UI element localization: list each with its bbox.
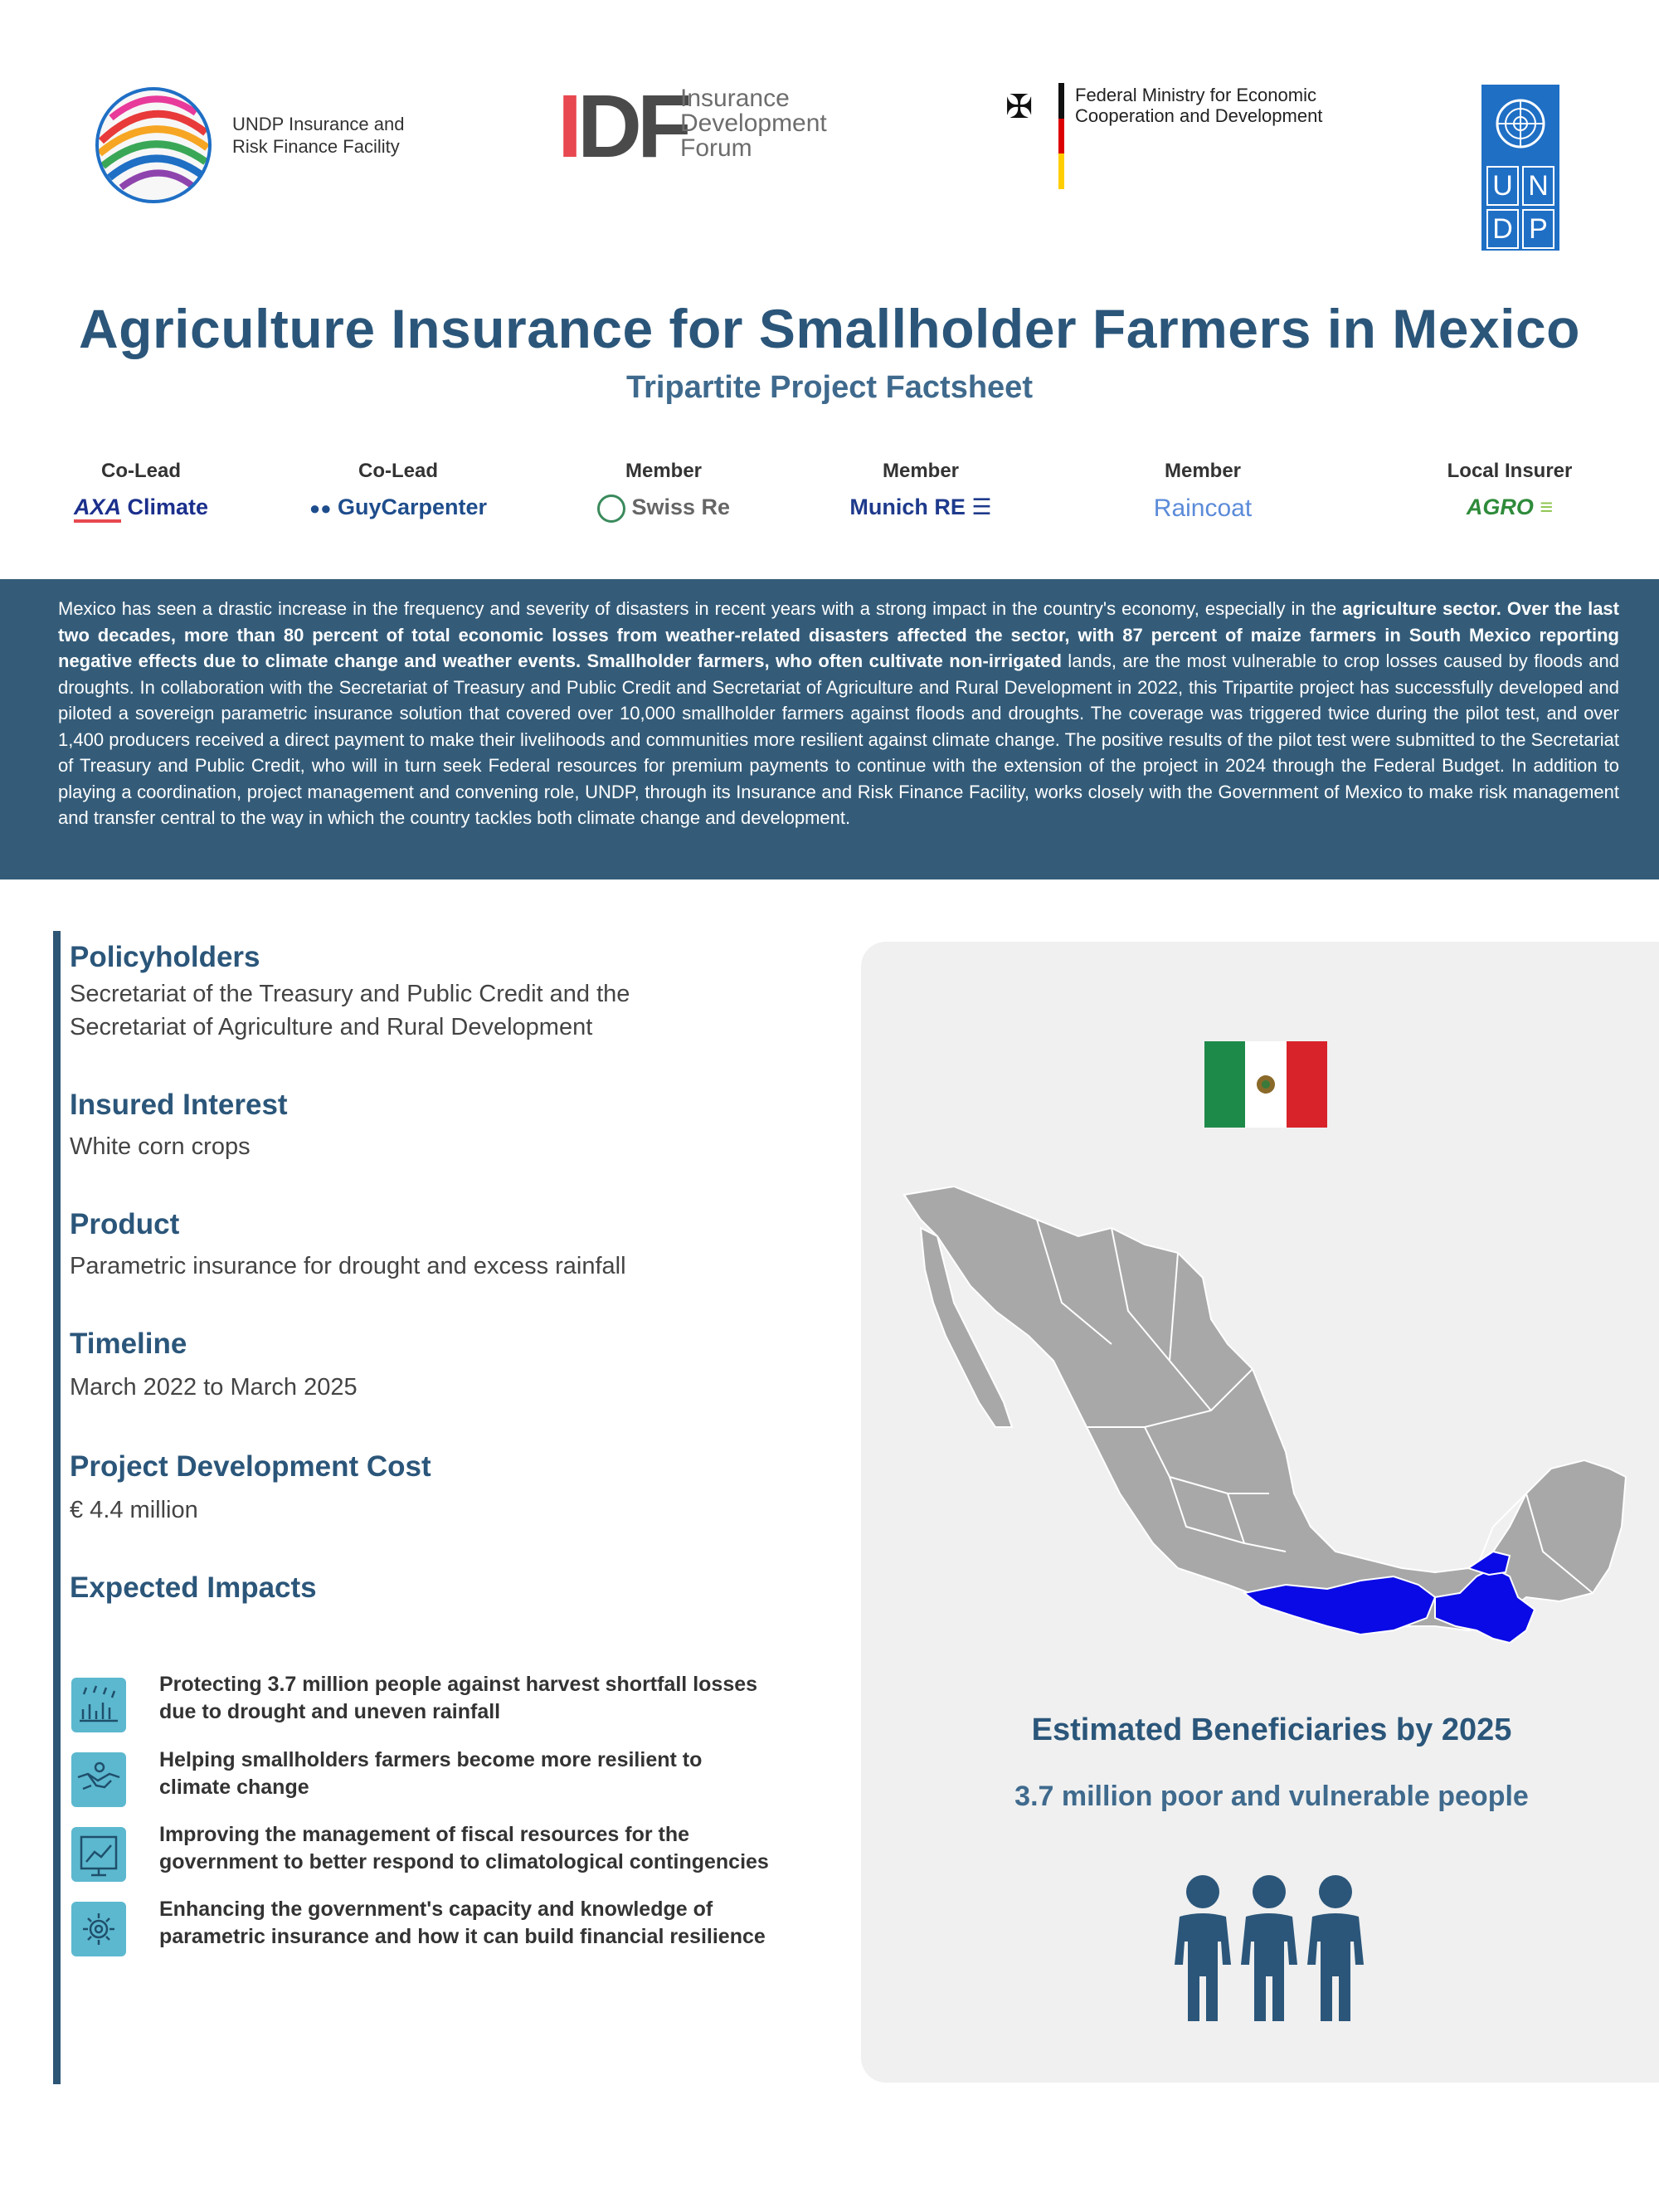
timeline-heading: Timeline [70, 1328, 187, 1360]
guy-carpenter-icon: ●● [309, 498, 332, 519]
agro-leaf-icon: ≡ [1540, 495, 1554, 519]
partner-raincoat: Member Raincoat [1153, 460, 1253, 522]
swiss-re-icon [597, 495, 625, 523]
bmz-logo [1005, 83, 1354, 183]
german-flag-bar [1058, 83, 1064, 189]
cost-heading: Project Development Cost [70, 1450, 431, 1483]
mexico-map-grey [904, 1186, 1626, 1630]
expected-impacts-heading: Expected Impacts [70, 1571, 317, 1604]
undp-logo [1481, 85, 1559, 251]
page-subtitle: Tripartite Project Factsheet [626, 370, 1033, 405]
product-heading: Product [70, 1208, 180, 1240]
policyholders-text: Secretariat of the Treasury and Public Credit and the Secretariat of Agriculture and Rural Development [70, 981, 630, 1040]
timeline-text: March 2022 to March 2025 [70, 1374, 358, 1401]
handshake-icon [71, 1752, 126, 1807]
page-title: Agriculture Insurance for Smallholder Farmers in Mexico [79, 298, 1580, 359]
idf-logo-text: Insurance Development Forum [680, 85, 827, 162]
partner-agro-local-insurer: Local Insurer AGRO ≡ [1447, 460, 1573, 519]
beneficiaries-heading: Estimated Beneficiaries by 2025 [1031, 1713, 1512, 1747]
irff-logo-text: UNDP Insurance and Risk Finance Facility [232, 114, 405, 157]
partner-munich-re: Member Munich RE ☰ [849, 460, 992, 519]
idf-logo [557, 76, 873, 176]
product-text: Parametric insurance for drought and excess rainfall [70, 1253, 626, 1279]
gear-icon [71, 1902, 126, 1956]
chart-board-icon [71, 1827, 126, 1882]
impact-item-4: Enhancing the government's capacity and knowledge of parametric insurance and how it can build financial resilience [159, 1898, 766, 1948]
un-emblem-icon [1493, 96, 1548, 151]
bmz-logo-text: Federal Ministry for Economic Cooperation and Development [1075, 85, 1323, 126]
globe-logo-icon [91, 83, 216, 207]
policyholders-heading: Policyholders [70, 941, 260, 973]
undp-letters: U N D P [1486, 166, 1554, 249]
impact-item-3: Improving the management of fiscal resources for the government to better respond to climatological contingencies [159, 1823, 769, 1873]
beneficiaries-value: 3.7 million poor and vulnerable people [1014, 1781, 1529, 1812]
impact-item-2: Helping smallholders farmers become more resilient to climate change [159, 1748, 703, 1799]
intro-band [0, 579, 1659, 879]
cost-text: € 4.4 million [70, 1497, 198, 1523]
mexico-flag-icon [1204, 1041, 1327, 1128]
insured-interest-text: White corn crops [70, 1133, 251, 1160]
axa-logo-icon: AXA [74, 495, 121, 523]
partner-guy-carpenter: Co-Lead ●● GuyCarpenter [309, 460, 488, 519]
idf-mark: IDF [557, 76, 687, 176]
partner-swiss-re: Member Swiss Re [572, 460, 755, 523]
insured-interest-heading: Insured Interest [70, 1089, 288, 1121]
munich-re-icon: ☰ [971, 495, 992, 519]
intro-paragraph: Mexico has seen a drastic increase in the frequency and severity of disasters in recent years with a strong impact in the country's economy, especially in the agriculture sector. Over the last two decades, more than 80 percent of total economic losses from weather-related disasters affected the sector, with 87 percent of maize farmers in South Mexico reporting negative effects due to climate change and weather events. Smallholder farmers, who often cultivate non-irrigated lands, are the most vulnerable to crop losses caused by floods and droughts. In collaboration with the Secretariat of Treasury and Public Credit and Secretariat of Agriculture and Rural Development in 2022, this Tripartite project has successfully developed and piloted a sovereign parametric insurance solution that covered over 10,000 smallholder farmers against floods and droughts. The coverage was triggered twice during the pilot test, and over 1,400 producers received a direct payment to make their livelihoods and communities more resilient against climate change. The positive results of the pilot test were submitted to the Secretariat of Treasury and Public Credit, who will in turn seek Federal resources for premium payments to continue with the extension of the project in 2024 through the Federal Budget. In addition to playing a coordination, project management and convening role, UNDP, through its Insurance and Risk Finance Facility, works closely with the Government of Mexico to make risk management and transfer central to the way in which the country tackles both climate change and development. [58, 598, 1619, 828]
partner-axa-climate: Co-Lead AXA Climate [66, 460, 216, 520]
eagle-icon: ✠ [1005, 89, 1034, 125]
section-accent-bar [53, 931, 61, 2084]
mexico-map [896, 1178, 1642, 1693]
impact-item-1: Protecting 3.7 million people against harvest shortfall losses due to drought and uneven rainfall [159, 1673, 758, 1723]
irff-logo [91, 83, 423, 216]
eagle-emblem-icon [1253, 1071, 1279, 1098]
people-icon [1161, 1873, 1377, 2023]
rain-crop-icon [71, 1678, 126, 1732]
